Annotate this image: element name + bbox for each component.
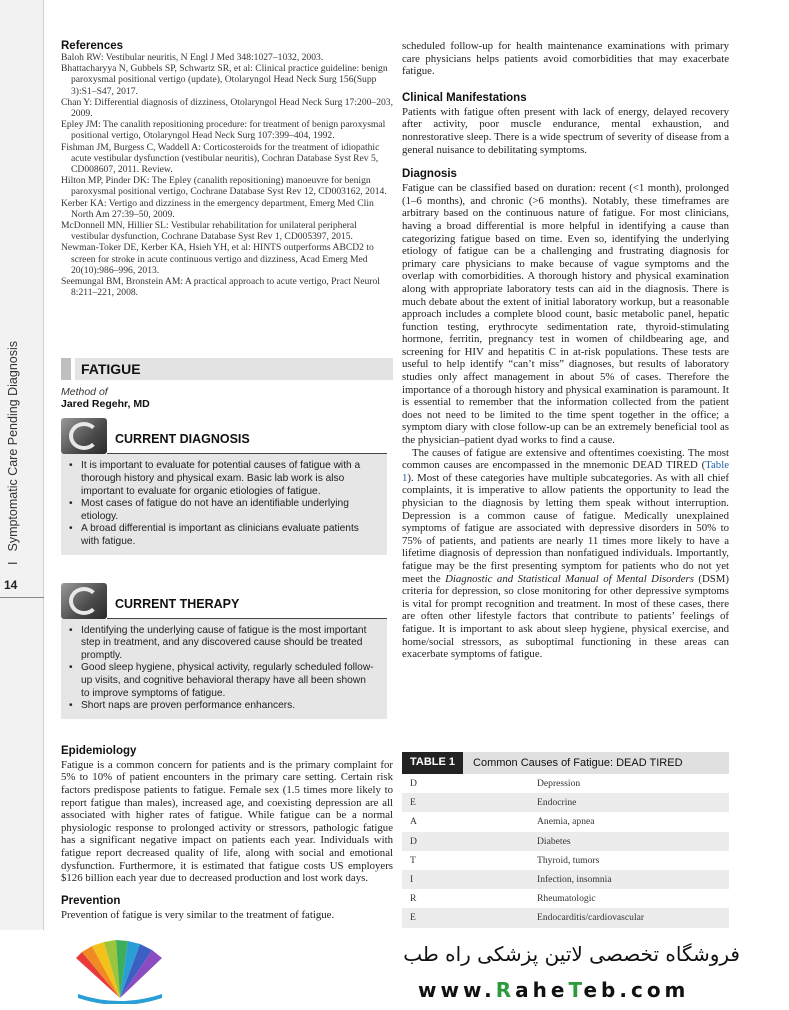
- diagnosis-paragraph-2: [402, 447, 729, 661]
- current-logo-icon: [61, 418, 107, 454]
- chapter-title: FATIGUE: [75, 358, 393, 380]
- left-column: [61, 40, 393, 921]
- clinical-paragraph: Patients with fatigue often present with lack of energy, delayed recovery after activity, poor muscle endurance, mental exhaustion, and nonrestorative sleep. There is a wide spectrum of severity of disease from a general nuisance to debilitating symptoms.: [402, 105, 729, 156]
- current-diagnosis-box: [61, 418, 387, 554]
- table-cell-cause: Diabetes: [537, 835, 571, 847]
- store-url[interactable]: [418, 978, 689, 1002]
- table-cell-letter: D: [410, 778, 417, 790]
- reference-item: Chan Y: Differential diagnosis of dizziness, Otolaryngol Head Neck Surg 17:200–203, 2009.: [61, 96, 393, 120]
- table-row: [402, 774, 729, 793]
- table-1-tag: TABLE 1: [402, 752, 463, 774]
- therapy-bullet: • Identifying the underlying cause of fatigue is the most important step in treatment, and any discovered cause should be treated promptly.: [69, 625, 377, 663]
- table-1-title: Common Causes of Fatigue: DEAD TIRED: [473, 757, 683, 769]
- page-number-rule: [0, 597, 44, 598]
- table-cell-letter: E: [410, 797, 416, 809]
- reference-item: Epley JM: The canalith repositioning procedure: for treatment of benign paroxysmal positional vertigo, Otolaryngol Head Neck Surg 107:399–404, 1992.: [61, 119, 386, 142]
- current-diagnosis-heading: CURRENT DIAGNOSIS: [107, 426, 387, 454]
- current-therapy-list: [69, 625, 377, 713]
- diagnosis-bullet: • It is important to evaluate for potential causes of fatigue with a thorough history and physical exam. Basic lab work is also important to evaluate for organic etiologies of fatigue.: [69, 460, 377, 498]
- url-part: eb: [583, 978, 620, 1002]
- current-therapy-header: [61, 583, 387, 619]
- reference-item: McDonnell MN, Hillier SL: Vestibular rehabilitation for unilateral peripheral vestibular dysfunction, Cochrane Database Syst Rev 1, CD005397, 2015.: [61, 220, 357, 243]
- table-row: [402, 851, 729, 870]
- method-of-label: Method of: [61, 386, 108, 399]
- reference-item: Baloh RW: Vestibular neuritis, N Engl J Med 348:1027–1032, 2003.: [61, 52, 324, 63]
- current-therapy-box: [61, 583, 387, 719]
- chapter-title-bar: [61, 358, 393, 380]
- url-part: ahe: [515, 978, 569, 1002]
- page-number: 14: [4, 578, 18, 592]
- therapy-bullet: • Good sleep hygiene, physical activity, regularly scheduled follow-up visits, and cognitive behavioral therapy have all been shown to improve symptoms of fatigue.: [69, 662, 377, 700]
- epidemiology-paragraph: Fatigue is a common concern for patients and is the primary complaint for 5% to 10% of patient encounters in the primary care setting. Certain risk factors predispose patients to fatigue. Female sex (1.5 times more likely to report fatigue than males), increased age, and coexisting depression are all associated with higher rates of fatigue. While fatigue can be a normal physiologic response to prolonged activity or stressors, pathologic fatigue has a significant negative impact on patients each year. Individuals with fatigue report decreased quality of life, along with social and emotional dysfunction. Furthermore, it is estimated that fatigue costs US employers $126 billion each year due to decreased production and lost work days.: [61, 758, 393, 885]
- table-row: [402, 832, 729, 851]
- section-title-vertical: [6, 45, 30, 565]
- table-cell-cause: Depression: [537, 778, 581, 790]
- table-cell-cause: Anemia, apnea: [537, 816, 595, 828]
- part-number: I: [6, 561, 20, 565]
- diagnosis-p2-part-c: (DSM) criteria for depression, so close monitoring for other depressive symptoms is vital for prompt recognition and treatment. In most of these cases, there are often other lifestyle factors that contribute to patients’ feelings of fatigue. It is important to ask about sleep hygiene, physical exercise, and home/social stressors, as suboptimal functioning in these areas can exacerbate symptoms of fatigue.: [402, 572, 730, 661]
- chapter-header: [61, 358, 393, 410]
- table-cell-letter: E: [410, 912, 416, 924]
- epidemiology-text: [61, 759, 393, 885]
- table-cell-letter: I: [410, 874, 414, 886]
- part-title: Symptomatic Care Pending Diagnosis: [6, 340, 20, 552]
- table-cell-cause: Rheumatologic: [537, 893, 596, 905]
- table-1-header: [402, 752, 729, 774]
- footer-banner: [0, 930, 789, 1010]
- diagnosis-text: [402, 182, 729, 661]
- diagnosis-bullet: • A broad differential is important as clinicians evaluate patients with fatigue.: [69, 523, 377, 548]
- table-cell-cause: Infection, insomnia: [537, 874, 612, 886]
- url-part: .com: [619, 978, 690, 1002]
- diagnosis-paragraph-1: Fatigue can be classified based on duration: recent (<1 month), prolonged (1–6 months), and chronic (>6 months). Notably, these timeframes are arbitrary based on the continuous nature of fatigue. For most clinicians, having a broad differential is more helpful in identifying a cause than categorizing fatigue based on time. Even so, identifying the underlying etiology of fatigue can be a challenging and frustrating diagnosis for primary care physicians to make because of vague symptoms and the overlap with comorbidities. A thorough history and physical examination along with appropriate laboratory tests can aid in the diagnosis. There is much debate about the extent of initial laboratory workup, but a reasonable approach includes a complete blood count, basic metabolic panel, hepatic function testing, erythrocyte sedimentation rate, thyroid-stimulating hormone, ferritin, pregnancy test in women of childbearing age, and screening for HIV and hepatitis C in at-risk populations. These tests are useful to help identify “can’t miss” diagnoses, but results of laboratory studies only affect management in about 5% of cases. Therefore the importance of a thorough history and physical examination is paramount. It is essential to remember that the information collected from the patient does not need to be limited to the time spent together in the office; a symptom diary with close follow-up can be an extremely beneficial tool as the physician–patient dyad works to find a cause.: [402, 182, 729, 447]
- right-column: [402, 40, 729, 661]
- diagnosis-p2-part-b: ). Most of these categories have multiple subcategories. As with all chief complaints, it is imperative to allow patients the opportunity to lead the physician to the diagnosis by letting them speak without interruption. Depression is a common cause of fatigue. Medically unexplained symptoms of fatigue are associated with depressive disorders in 50% to 75% of patients, and patients are nearly 11 times more likely to have a lifetime diagnosis of depression than nonfatigued individuals. Importantly, fatigue may be the first presenting symptom for patients who do not yet meet the: [402, 471, 729, 585]
- chapter-bar-accent: [61, 358, 71, 380]
- current-diagnosis-list: [69, 460, 377, 548]
- current-diagnosis-header: [61, 418, 387, 454]
- book-fan-logo-icon: [70, 938, 170, 1004]
- table-row: [402, 908, 729, 927]
- continued-text: scheduled follow-up for health maintenance examinations with primary care physicians helps patients avoid comorbidities that may exacerbate fatigue.: [402, 40, 729, 78]
- therapy-bullet: • Short naps are proven performance enhancers.: [69, 700, 377, 713]
- table-row: [402, 870, 729, 889]
- table-row: [402, 812, 729, 831]
- table-1-link[interactable]: Table 1: [402, 459, 729, 484]
- current-diagnosis-body: [61, 454, 387, 554]
- url-part: www.: [418, 978, 496, 1002]
- clinical-heading: Clinical Manifestations: [402, 91, 527, 104]
- table-1-rows: [402, 774, 729, 928]
- dsm-title: Diagnostic and Statistical Manual of Mental Disorders: [445, 572, 694, 585]
- table-cell-letter: T: [410, 854, 416, 866]
- prevention-paragraph: Prevention of fatigue is very similar to the treatment of fatigue.: [61, 908, 335, 921]
- current-therapy-heading: CURRENT THERAPY: [107, 591, 387, 619]
- reference-item: Fishman JM, Burgess C, Waddell A: Corticosteroids for the treatment of idiopathic acute vestibular dysfunction (vestibular neuritis), Cochran Database Syst Rev 5, CD008607, 2011. Review.: [61, 141, 380, 176]
- table-1: [402, 752, 729, 928]
- reference-item: Newman-Toker DE, Kerber KA, Hsieh YH, et al: HINTS outperforms ABCD2 to screen for stroke in acute continuous vertigo and dizziness, Acad Emerg Med 20(10):986–996, 2013.: [61, 242, 374, 276]
- reference-item: Bhattacharyya N, Gubbels SP, Schwartz SR, et al: Clinical practice guideline: benign paroxysmal positional vertigo (update), Otolaryngol Head Neck Surg 156(Supp 3):S1–S47, 2017.: [61, 63, 388, 97]
- table-row: [402, 793, 729, 812]
- current-logo-icon: [61, 583, 107, 619]
- table-cell-cause: Endocrine: [537, 797, 577, 809]
- references-heading: References: [61, 40, 124, 52]
- diagnosis-p2-part-a: The causes of fatigue are extensive and oftentimes coexisting. The most common causes are encompassed in the mnemonic DEAD TIRED (: [402, 446, 729, 472]
- continued-paragraph: [402, 40, 729, 78]
- current-therapy-body: [61, 619, 387, 719]
- diagnosis-heading: Diagnosis: [402, 168, 457, 181]
- reference-item: Kerber KA: Vertigo and dizziness in the emergency department, Emerg Med Clin North Am 27:39–50, 2009.: [61, 197, 374, 220]
- table-cell-letter: R: [410, 893, 417, 905]
- table-cell-letter: A: [410, 816, 417, 828]
- url-part: T: [568, 978, 584, 1002]
- table-cell-cause: Thyroid, tumors: [537, 854, 600, 866]
- diagnosis-bullet: • Most cases of fatigue do not have an identifiable underlying etiology.: [69, 498, 377, 523]
- prevention-heading: Prevention: [61, 894, 121, 907]
- prevention-text: [61, 909, 393, 922]
- chapter-author: Jared Regehr, MD: [61, 398, 150, 411]
- reference-item: Seemungal BM, Bronstein AM: A practical approach to acute vertigo, Pract Neurol 8:211–221, 2008.: [61, 276, 380, 299]
- epidemiology-heading: Epidemiology: [61, 744, 137, 757]
- table-cell-cause: Endocarditis/cardiovascular: [537, 912, 645, 924]
- store-name-persian: فروشگاه تخصصی لاتین پزشکی راه طب: [403, 942, 740, 966]
- table-cell-letter: D: [410, 835, 417, 847]
- table-row: [402, 889, 729, 908]
- references-list: [61, 52, 393, 298]
- reference-item: Hilton MP, Pinder DK: The Epley (canalith repositioning) manoeuvre for benign paroxysmal positional vertigo, Cochrane Database Syst Rev 12, CD003162, 2014.: [61, 175, 387, 198]
- clinical-text: [402, 106, 729, 156]
- url-part: R: [495, 978, 516, 1002]
